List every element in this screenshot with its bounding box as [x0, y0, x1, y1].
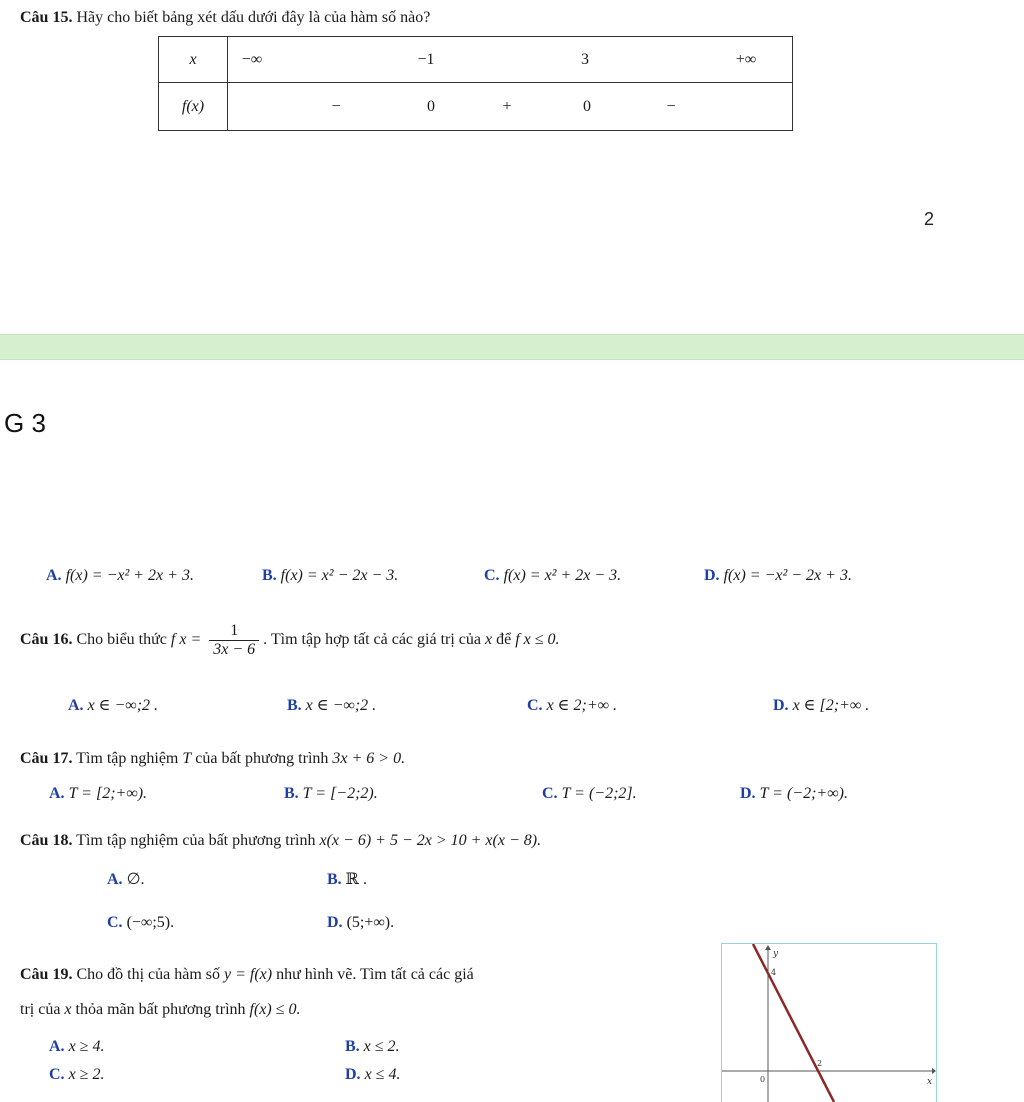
- q16-text-after: . Tìm tập hợp tất cả các giá trị của: [263, 631, 481, 649]
- q16-fraction: [209, 622, 259, 659]
- q19-question-line2: [20, 1001, 301, 1019]
- option-text: x ∈ 2;+∞ .: [546, 697, 618, 714]
- y-axis-arrow-icon: [765, 945, 771, 950]
- option-letter: B.: [284, 785, 299, 802]
- x-root-1: −1: [417, 50, 435, 68]
- option-letter: D.: [773, 697, 789, 714]
- option-letter: B.: [287, 697, 302, 714]
- q19-text2: như hình vẽ. Tìm tất cả các giá: [276, 966, 474, 983]
- q15-option-a[interactable]: [46, 567, 194, 585]
- option-letter: C.: [527, 697, 543, 714]
- option-text: (5;+∞).: [346, 914, 395, 931]
- q18-text: Tìm tập nghiệm của bất phương trình: [76, 832, 316, 849]
- sign-table: [158, 36, 793, 131]
- option-text: ∅.: [126, 871, 145, 888]
- q17-question: [20, 750, 405, 768]
- q15-question: [20, 9, 430, 27]
- sign-zero-1: 0: [427, 97, 435, 115]
- x-axis-label: x: [927, 1077, 933, 1087]
- q16-option-a[interactable]: [68, 695, 158, 715]
- graph-svg: [722, 944, 936, 1102]
- q18-option-b[interactable]: [327, 869, 367, 889]
- option-text: x ∈ [2;+∞ .: [792, 697, 870, 714]
- option-text: f(x) = x² − 2x − 3.: [280, 567, 399, 584]
- q16-question: [20, 622, 560, 659]
- sign-2: +: [502, 97, 512, 115]
- option-text: T = (−2;2].: [561, 785, 637, 802]
- q17-text2: của bất phương trình: [195, 750, 329, 767]
- origin-label: 0: [760, 1075, 766, 1084]
- q16-option-b[interactable]: [287, 695, 376, 715]
- q15-option-d[interactable]: [704, 567, 852, 585]
- sign-3: −: [666, 97, 676, 115]
- q16-text-before: Cho biểu thức: [76, 631, 167, 649]
- q17-text: Tìm tập nghiệm: [76, 750, 179, 767]
- option-text: f(x) = −x² + 2x + 3.: [65, 567, 194, 584]
- option-text: x ≤ 2.: [363, 1038, 400, 1055]
- q18-option-d[interactable]: [327, 914, 394, 932]
- sign-table-x-row: [228, 37, 793, 83]
- option-letter: A.: [107, 871, 123, 888]
- x-neg-inf: −∞: [241, 50, 263, 68]
- q15-label: Câu 15.: [20, 9, 73, 26]
- page-number: 2: [924, 209, 935, 229]
- option-letter: B.: [327, 871, 342, 888]
- option-letter: C.: [484, 567, 500, 584]
- option-text: x ≤ 4.: [364, 1066, 401, 1083]
- option-text: ℝ .: [345, 871, 367, 888]
- option-text: T = [2;+∞).: [68, 785, 148, 802]
- option-letter: C.: [542, 785, 558, 802]
- q19-text1: Cho đồ thị của hàm số: [76, 966, 220, 983]
- q16-option-c[interactable]: [527, 695, 617, 715]
- q18-option-c[interactable]: [107, 914, 174, 932]
- q17-ineq: 3x + 6 > 0.: [332, 750, 406, 767]
- option-letter: B.: [262, 567, 277, 584]
- x-root-2: 3: [581, 50, 589, 68]
- q16-lhs: f x =: [170, 631, 202, 649]
- q17-option-b[interactable]: [284, 785, 378, 803]
- option-letter: D.: [704, 567, 720, 584]
- option-text: T = (−2;+∞).: [759, 785, 848, 802]
- q19-line2b: thỏa mãn bất phương trình: [75, 1001, 246, 1018]
- x-tick-label: 2: [817, 1059, 823, 1068]
- option-letter: C.: [107, 914, 123, 931]
- highlight-band: [0, 334, 1024, 360]
- q18-question: [20, 832, 541, 850]
- option-letter: A.: [46, 567, 62, 584]
- q19-question-line1: [20, 966, 474, 984]
- q15-option-b[interactable]: [262, 567, 398, 585]
- sign-zero-2: 0: [583, 97, 591, 115]
- q17-label: Câu 17.: [20, 750, 73, 767]
- option-letter: A.: [49, 785, 65, 802]
- function-graph: [721, 943, 937, 1102]
- q19-func: y = f(x): [224, 966, 273, 983]
- q16-option-d[interactable]: [773, 695, 869, 715]
- q16-frac-den: 3x − 6: [213, 641, 256, 658]
- option-text: T = [−2;2).: [302, 785, 378, 802]
- sign-table-x-header: x: [159, 37, 228, 83]
- q15-option-c[interactable]: [484, 567, 621, 585]
- q16-var: x: [485, 631, 493, 649]
- option-letter: A.: [68, 697, 84, 714]
- option-text: (−∞;5).: [126, 914, 175, 931]
- q19-option-b[interactable]: [345, 1038, 400, 1056]
- q19-line2a: trị của: [20, 1001, 61, 1018]
- sign-table-f-row: [228, 83, 793, 131]
- x-axis-arrow-icon: [932, 1068, 936, 1074]
- q15-text: Hãy cho biết bảng xét dấu dưới đây là của hàm số nào?: [76, 9, 431, 26]
- option-letter: D.: [740, 785, 756, 802]
- q18-label: Câu 18.: [20, 832, 73, 849]
- q18-ineq: x(x − 6) + 5 − 2x > 10 + x(x − 8).: [319, 832, 542, 849]
- q18-option-a[interactable]: [107, 869, 145, 889]
- q19-option-a[interactable]: [49, 1038, 104, 1056]
- y-axis-label: y: [773, 949, 779, 959]
- option-letter: B.: [345, 1038, 360, 1055]
- option-text: f(x) = −x² − 2x + 3.: [723, 567, 852, 584]
- q19-option-c[interactable]: [49, 1066, 104, 1084]
- x-pos-inf: +∞: [735, 50, 757, 68]
- function-line: [753, 944, 834, 1102]
- option-text: x ≥ 2.: [68, 1066, 105, 1083]
- option-letter: D.: [327, 914, 343, 931]
- q19-label: Câu 19.: [20, 966, 73, 983]
- option-letter: C.: [49, 1066, 65, 1083]
- overlay-label: G 3: [4, 408, 46, 438]
- option-text: x ≥ 4.: [68, 1038, 105, 1055]
- option-letter: A.: [49, 1038, 65, 1055]
- q17-var: T: [182, 750, 192, 767]
- option-text: x ∈ −∞;2 .: [87, 697, 159, 714]
- option-text: f(x) = x² + 2x − 3.: [503, 567, 622, 584]
- option-text: x ∈ −∞;2 .: [305, 697, 377, 714]
- q16-label: Câu 16.: [20, 631, 73, 649]
- sign-table-f-header: f(x): [159, 83, 228, 131]
- q19-var: x: [64, 1001, 72, 1018]
- q16-frac-num: 1: [209, 622, 259, 641]
- q16-cond: f x ≤ 0.: [515, 631, 560, 649]
- q17-option-d[interactable]: [740, 785, 848, 803]
- sign-1: −: [331, 97, 341, 115]
- option-letter: D.: [345, 1066, 361, 1083]
- q19-option-d[interactable]: [345, 1066, 400, 1084]
- q16-text-cond: để: [496, 631, 512, 649]
- q17-option-a[interactable]: [49, 785, 147, 803]
- q19-ineq: f(x) ≤ 0.: [249, 1001, 301, 1018]
- q17-option-c[interactable]: [542, 785, 637, 803]
- y-tick-label: 4: [771, 968, 777, 977]
